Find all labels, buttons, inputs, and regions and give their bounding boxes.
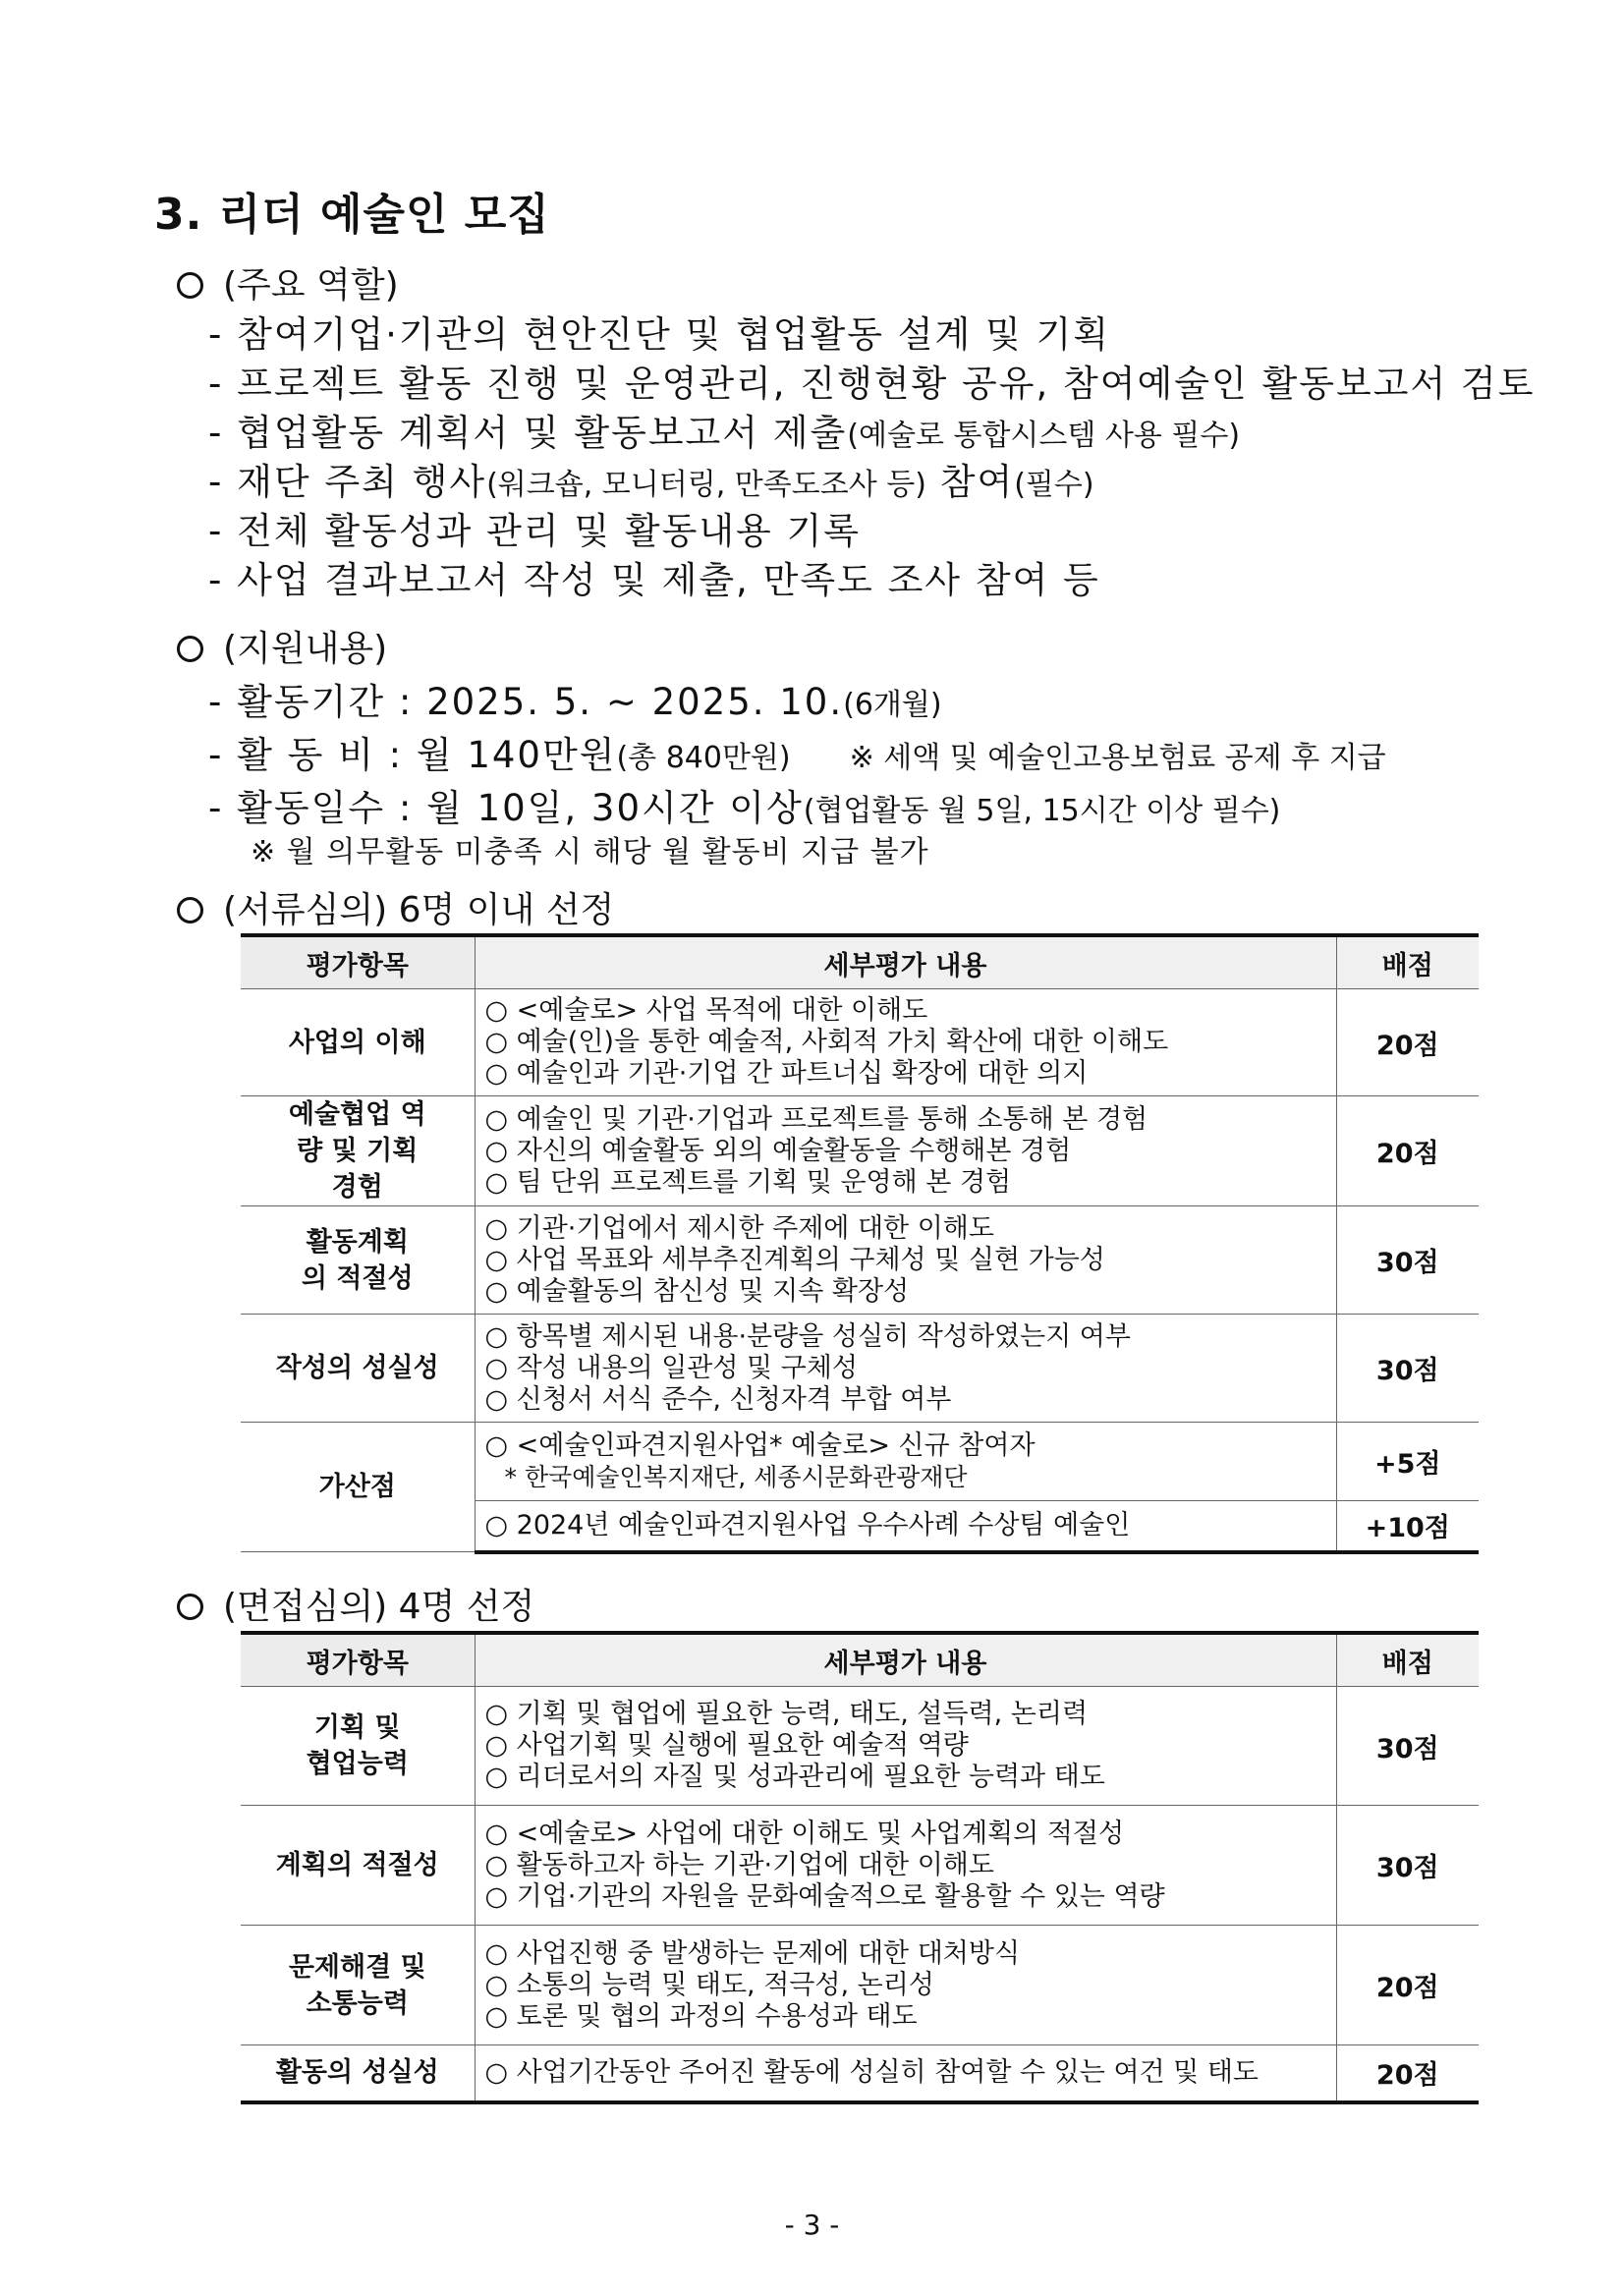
detail-line: ○ 기업·기관의 자원을 문화예술적으로 활용할 수 있는 역량 [484, 1880, 1165, 1912]
document-review-table [241, 933, 1479, 1554]
row-score: 20점 [1336, 1926, 1479, 2045]
bonus-row [241, 1423, 1479, 1501]
role-item-3 [208, 403, 1240, 456]
row-score: 20점 [1336, 2045, 1479, 2102]
bonus-score: +10점 [1336, 1501, 1479, 1552]
bonus-category: 가산점 [241, 1423, 475, 1552]
table-row [241, 1206, 1479, 1315]
roles-section-heading [177, 257, 399, 308]
row-category [241, 1687, 475, 1806]
support-section-heading [177, 621, 387, 671]
row-category: 계획의 적절성 [241, 1806, 475, 1926]
row-score: 20점 [1336, 989, 1479, 1096]
row-category [241, 1206, 475, 1315]
page-title: 3. 리더 예술인 모집 [154, 190, 550, 240]
role-item-4-required: (필수) [1014, 468, 1094, 502]
row-score: 20점 [1336, 1096, 1479, 1206]
table-row [241, 989, 1479, 1096]
detail-line: ○ 리더로서의 자질 및 성과관리에 필요한 능력과 태도 [484, 1762, 1105, 1792]
header-score: 배점 [1336, 1633, 1479, 1687]
table-row [241, 2045, 1479, 2102]
support-period-note: (6개월) [843, 688, 942, 722]
table-row [241, 1315, 1479, 1423]
header-details: 세부평가 내용 [475, 1633, 1336, 1687]
role-item-1: - 참여기업·기관의 현안진단 및 협업활동 설계 및 기획 [208, 313, 1111, 356]
row-category-text: 활동계획의 적절성 [301, 1226, 414, 1294]
detail-line: ○ 기획 및 협업에 필요한 능력, 태도, 설득력, 논리력 [484, 1699, 1089, 1729]
row-score: 30점 [1336, 1206, 1479, 1315]
detail-line: ○ 소통의 능력 및 태도, 적극성, 논리성 [484, 1969, 934, 2000]
row-score: 30점 [1336, 1315, 1479, 1423]
row-category: 작성의 성실성 [241, 1315, 475, 1423]
row-details [475, 1206, 1336, 1315]
support-days-text: - 활동일수 : 월 10일, 30시간 이상 [208, 787, 804, 829]
bonus-score: +5점 [1336, 1423, 1479, 1501]
role-item-4-text: - 재단 주최 행사 [208, 461, 487, 503]
row-category-text: 기획 및 협업능력 [306, 1712, 409, 1779]
circle-bullet-icon [177, 1594, 203, 1620]
row-category [241, 1926, 475, 2045]
table-header-row [241, 935, 1479, 989]
bonus-details [475, 1501, 1336, 1552]
role-item-3-note: (예술로 통합시스템 사용 필수) [847, 419, 1241, 453]
roles-heading-text: (주요 역할) [223, 265, 399, 306]
role-item-2: - 프로젝트 활동 진행 및 운영관리, 진행현황 공유, 참여예술인 활동보고서 검토 [208, 363, 1536, 405]
detail-line: ○ 예술(인)을 통한 예술적, 사회적 가치 확산에 대한 이해도 [484, 1027, 1169, 1057]
header-score: 배점 [1336, 935, 1479, 989]
page-number: - 3 - [784, 2209, 840, 2241]
detail-line: ○ 자신의 예술활동 외의 예술활동을 수행해본 경험 [484, 1135, 1072, 1166]
circle-bullet-icon [177, 897, 203, 924]
detail-line: ○ <예술인파견지원사업* 예술로> 신규 참여자 [484, 1429, 1036, 1461]
detail-line: ○ 사업 목표와 세부추진계획의 구체성 및 실현 가능성 [484, 1244, 1105, 1275]
detail-line: ○ <예술로> 사업 목적에 대한 이해도 [484, 995, 928, 1026]
detail-line: ○ 사업기획 및 실행에 필요한 예술적 역량 [484, 1730, 969, 1761]
table-row [241, 1096, 1479, 1206]
role-item-4-mid: 참여 [925, 461, 1015, 503]
row-score: 30점 [1336, 1806, 1479, 1926]
row-score: 30점 [1336, 1687, 1479, 1806]
row-category [241, 1096, 475, 1206]
support-remark: ※ 월 의무활동 미충족 시 해당 월 활동비 지급 불가 [251, 835, 929, 869]
detail-line: ○ 사업기간동안 주어진 활동에 성실히 참여할 수 있는 여건 및 태도 [484, 2056, 1260, 2088]
support-days-note: (협업활동 월 5일, 15시간 이상 필수) [803, 794, 1281, 828]
detail-line: ○ 예술활동의 참신성 및 지속 확장성 [484, 1275, 910, 1307]
row-details [475, 2045, 1336, 2102]
row-category: 활동의 성실성 [241, 2045, 475, 2102]
support-period [208, 672, 942, 725]
detail-line: ○ 항목별 제시된 내용·분량을 성실히 작성하였는지 여부 [484, 1320, 1131, 1352]
detail-footnote: * 한국예술인복지재단, 세종시문화관광재단 [504, 1462, 968, 1491]
role-item-5: - 전체 활동성과 관리 및 활동내용 기록 [208, 510, 862, 552]
interview-table [241, 1631, 1479, 2104]
support-days [208, 778, 1280, 831]
role-item-3-text: - 협업활동 계획서 및 활동보고서 제출 [208, 412, 848, 454]
detail-line: ○ 예술인 및 기관·기업과 프로젝트를 통해 소통해 본 경험 [484, 1103, 1148, 1135]
circle-bullet-icon [177, 636, 203, 662]
row-details [475, 1806, 1336, 1926]
support-fee-note: (총 840만원) [616, 741, 791, 775]
detail-line: ○ 기관·기업에서 제시한 주제에 대한 이해도 [484, 1212, 994, 1244]
role-item-4-note: (워크숍, 모니터링, 만족도조사 등) [486, 468, 926, 502]
table-row [241, 1926, 1479, 2045]
support-heading-text: (지원내용) [223, 629, 388, 669]
interview-heading [177, 1579, 534, 1629]
role-item-6: - 사업 결과보고서 작성 및 제출, 만족도 조사 참여 등 [208, 559, 1100, 601]
detail-line: ○ 활동하고자 하는 기관·기업에 대한 이해도 [484, 1849, 994, 1880]
circle-bullet-icon [177, 272, 203, 299]
bonus-details [475, 1423, 1336, 1501]
header-category: 평가항목 [241, 935, 475, 989]
detail-line: ○ 사업진행 중 발생하는 문제에 대한 대처방식 [484, 1937, 1021, 1969]
support-fee-remark: ※ 세액 및 예술인고용보험료 공제 후 지급 [849, 741, 1386, 775]
support-period-text: - 활동기간 : 2025. 5. ~ 2025. 10. [208, 681, 844, 723]
row-category-text: 문제해결 및 소통능력 [288, 1951, 426, 2019]
role-item-4 [208, 452, 1094, 505]
detail-line: ○ 작성 내용의 일관성 및 구체성 [484, 1352, 858, 1383]
document-review-heading [177, 882, 614, 932]
interview-heading-text: (면접심의) 4명 선정 [223, 1587, 535, 1627]
row-category: 사업의 이해 [241, 989, 475, 1096]
detail-line: ○ 토론 및 협의 과정의 수용성과 태도 [484, 2000, 918, 2032]
row-details [475, 989, 1336, 1096]
row-details [475, 1315, 1336, 1423]
detail-line: ○ 팀 단위 프로젝트를 기획 및 운영해 본 경험 [484, 1166, 1012, 1198]
row-details [475, 1926, 1336, 2045]
header-details: 세부평가 내용 [475, 935, 1336, 989]
detail-line: ○ 2024년 예술인파견지원사업 우수사례 수상팀 예술인 [484, 1509, 1131, 1540]
detail-line: ○ 신청서 서식 준수, 신청자격 부합 여부 [484, 1383, 952, 1415]
table-header-row [241, 1633, 1479, 1687]
row-details [475, 1687, 1336, 1806]
detail-line: ○ 예술인과 기관·기업 간 파트너십 확장에 대한 의지 [484, 1058, 1089, 1089]
table-row [241, 1806, 1479, 1926]
header-category: 평가항목 [241, 1633, 475, 1687]
table-row [241, 1687, 1479, 1806]
row-category-text: 예술협업 역량 및 기획 경험 [288, 1099, 426, 1203]
support-fee-text: - 활 동 비 : 월 140만원 [208, 734, 617, 776]
document-review-heading-text: (서류심의) 6명 이내 선정 [223, 890, 615, 930]
support-fee [208, 725, 1386, 778]
detail-line: ○ <예술로> 사업에 대한 이해도 및 사업계획의 적절성 [484, 1818, 1125, 1849]
row-details [475, 1096, 1336, 1206]
